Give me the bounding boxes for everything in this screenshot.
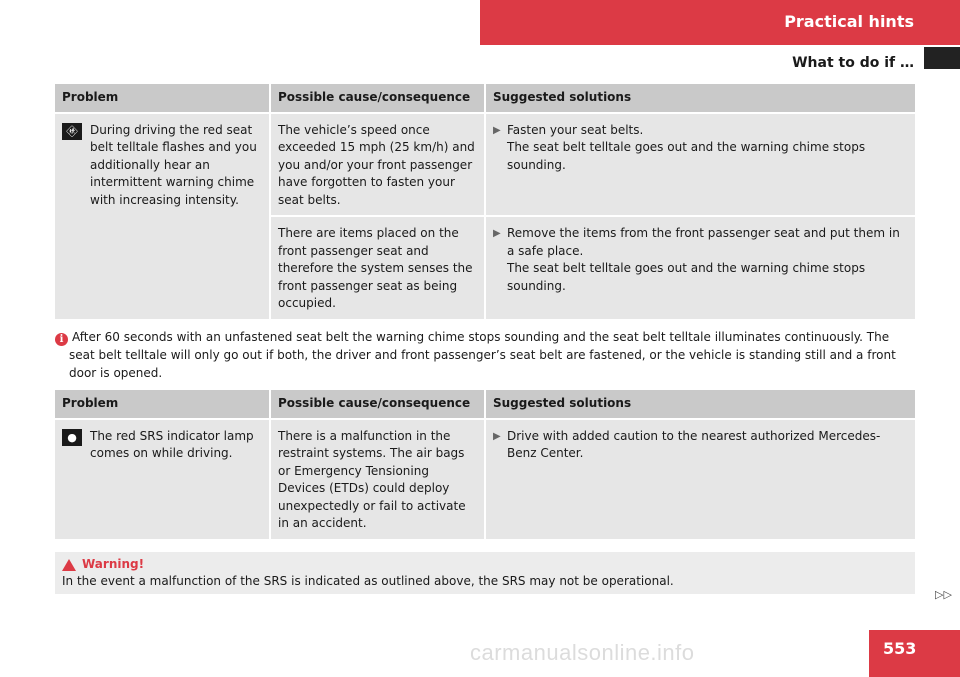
step-arrow-icon: ▶: [493, 228, 501, 239]
continued-marker: ▷▷: [935, 588, 952, 601]
chapter-tab: [924, 47, 960, 69]
solution-cell: [485, 419, 915, 540]
page-number: 553: [869, 630, 960, 677]
step-arrow-icon: ▶: [493, 124, 501, 136]
table-row: [55, 113, 915, 217]
solution-note: The seat belt telltale goes out and the warning chime stops sounding.: [507, 140, 866, 172]
section-title: Practical hints: [784, 12, 914, 31]
cause-cell: The vehicle’s speed once exceeded 15 mph (25 km/h) and you and/or your front passenger have forgotten to fasten your seat belts.: [270, 113, 485, 217]
seat-belt-icon: 🚸︎: [62, 123, 82, 140]
step-arrow-icon: ▶: [493, 430, 501, 442]
warning-title: Warning!: [82, 557, 145, 571]
column-header-solutions: Suggested solutions: [485, 84, 915, 113]
column-header-problem: Problem: [55, 390, 270, 419]
info-note-text: After 60 seconds with an unfastened seat belt the warning chime stops sounding and the seat belt telltale illuminates continuously. The seat belt telltale will only go out if both, the driver and front passenger’s seat belt are fastened, or the vehicle is standing still and a front door is opened.: [69, 330, 896, 380]
column-header-solutions: Suggested solutions: [485, 390, 915, 419]
warning-box: [55, 552, 915, 594]
solution-cell: [485, 216, 915, 320]
info-icon: i: [55, 333, 68, 346]
warning-title-row: [62, 556, 908, 573]
solution-text: Fasten your seat belts.: [507, 122, 644, 137]
section-header-bar: [480, 0, 960, 45]
problem-text: The red SRS indicator lamp comes on while driving.: [90, 428, 254, 460]
seat-belt-table: [55, 84, 915, 321]
column-header-cause: Possible cause/consequence: [270, 84, 485, 113]
warning-text: In the event a malfunction of the SRS is indicated as outlined above, the SRS may not be operational.: [62, 574, 674, 588]
srs-airbag-icon: ●: [62, 429, 82, 446]
cause-cell: There is a malfunction in the restraint systems. The air bags or Emergency Tensioning Devices (ETDs) could deploy unexpectedly or fail to activate in an accident.: [270, 419, 485, 540]
column-header-problem: Problem: [55, 84, 270, 113]
info-note: [55, 328, 915, 382]
solution-cell: [485, 113, 915, 217]
table-row: [55, 419, 915, 540]
warning-triangle-icon: [62, 559, 76, 571]
problem-cell: [55, 113, 270, 320]
column-header-cause: Possible cause/consequence: [270, 390, 485, 419]
subsection-title: What to do if …: [792, 55, 914, 71]
watermark: carmanualsonline.info: [470, 640, 695, 665]
srs-table: [55, 390, 915, 541]
problem-text: During driving the red seat belt telltale flashes and you additionally hear an intermittent warning chime with increasing intensity.: [90, 122, 257, 207]
solution-text: Remove the items from the front passenger seat and put them in a safe place.: [507, 226, 900, 258]
solution-text: Drive with added caution to the nearest authorized Mercedes-Benz Center.: [507, 428, 881, 460]
problem-cell: [55, 419, 270, 540]
solution-note: The seat belt telltale goes out and the warning chime stops sounding.: [507, 261, 866, 293]
cause-cell: There are items placed on the front passenger seat and therefore the system senses the front passenger seat as being occupied.: [270, 216, 485, 320]
